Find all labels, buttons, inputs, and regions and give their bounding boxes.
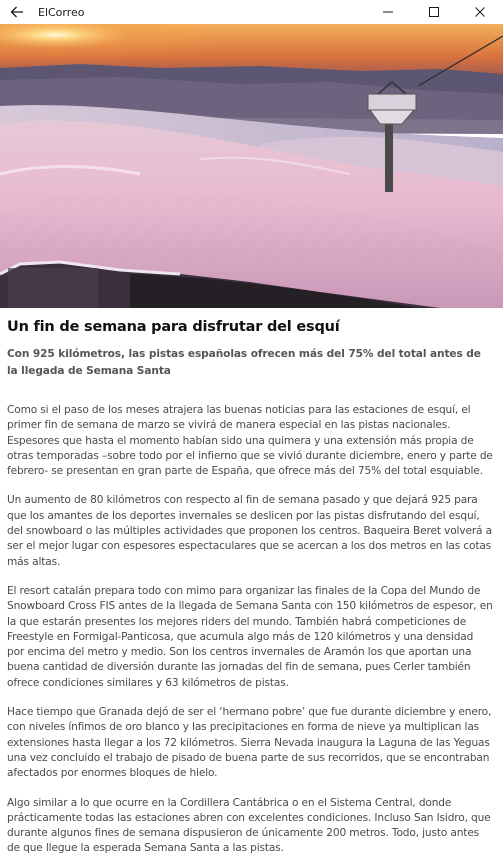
article-paragraph: Algo similar a lo que ocurre en la Cordillera Cantábrica o en el Sistema Central, donde prácticamente todas las estaciones abren con excelentes condiciones. Incluso San Isidro, que durante algunos fines de semana dispusieron de únicamente 200 metros. Todo, justo antes de que llegue la esperada Semana Santa a las pistas. bbox=[7, 796, 491, 855]
title-bar bbox=[0, 0, 503, 24]
article-paragraph: Como si el paso de los meses atrajera las buenas noticias para las estaciones de esquí, el primer fin de semana de marzo se vivirá de manera especial en las pistas nacionales. Espesores que hasta el momento habían sido una quimera y una extensión más propia de otras temporadas –sobre todo por el infierno que se vivió durante diciembre, enero y parte de febrero- se presentan en gran parte de España, que ofrece más del 75% del total esquiable. bbox=[7, 404, 493, 478]
maximize-button[interactable] bbox=[411, 0, 457, 24]
app-title: ElCorreo bbox=[38, 5, 85, 19]
minimize-icon bbox=[383, 7, 393, 17]
article-paragraph: Hace tiempo que Granada dejó de ser el ‘hermano pobre’ que fue durante diciembre y enero, con niveles ínfimos de oro blanco y las precipitaciones en forma de nieve ya multiplican las extensiones hasta llegar a los 72 kilómetros. Sierra Nevada inaugura la Laguna de las Yeguas una vez concluido el trabajo de pisado de buena parte de sus recorridos, que se encontraban afectados por enormes bloques de hielo. bbox=[7, 706, 492, 780]
article bbox=[7, 308, 493, 857]
maximize-icon bbox=[429, 7, 439, 17]
hero-image bbox=[0, 24, 503, 308]
article-headline: Un fin de semana para disfrutar del esquí bbox=[7, 319, 340, 335]
window-controls bbox=[365, 0, 503, 24]
article-paragraph: Un aumento de 80 kilómetros con respecto al fin de semana pasado y que dejará 925 para que los amantes de los deportes invernales se deslicen por las pistas disfrutando del esquí, del snowboard o las múltiples actividades que proponen los centros. Baqueira Beret volverá a ser el mejor lugar con espesores espectaculares que se acercan a los dos metros en las cotas más altas. bbox=[7, 494, 492, 568]
ski-slope-sunset-image bbox=[0, 24, 503, 308]
back-button[interactable] bbox=[0, 0, 34, 24]
close-button[interactable] bbox=[457, 0, 503, 24]
back-arrow-icon bbox=[10, 6, 24, 18]
article-paragraph: El resort catalán prepara todo con mimo para organizar las finales de la Copa del Mundo de Snowboard Cross FIS antes de la llegada de Semana Santa con 150 kilómetros de espesor, en la que estarán presentes los mejores riders del mundo. También habrá competiciones de Freestyle en Formigal-Panticosa, que acumula algo más de 120 kilómetros y una densidad por encima del metro y medio. Son los centros invernales de Aramón los que aportan una buena cantidad de diversión durante las jornadas del fin de semana, pues Cerler también ofrece condiciones similares y 63 kilómetros de pistas. bbox=[7, 584, 493, 689]
close-icon bbox=[475, 7, 485, 17]
article-subhead: Con 925 kilómetros, las pistas españolas ofrecen más del 75% del total antes de la llegada de Semana Santa bbox=[7, 348, 481, 377]
minimize-button[interactable] bbox=[365, 0, 411, 24]
